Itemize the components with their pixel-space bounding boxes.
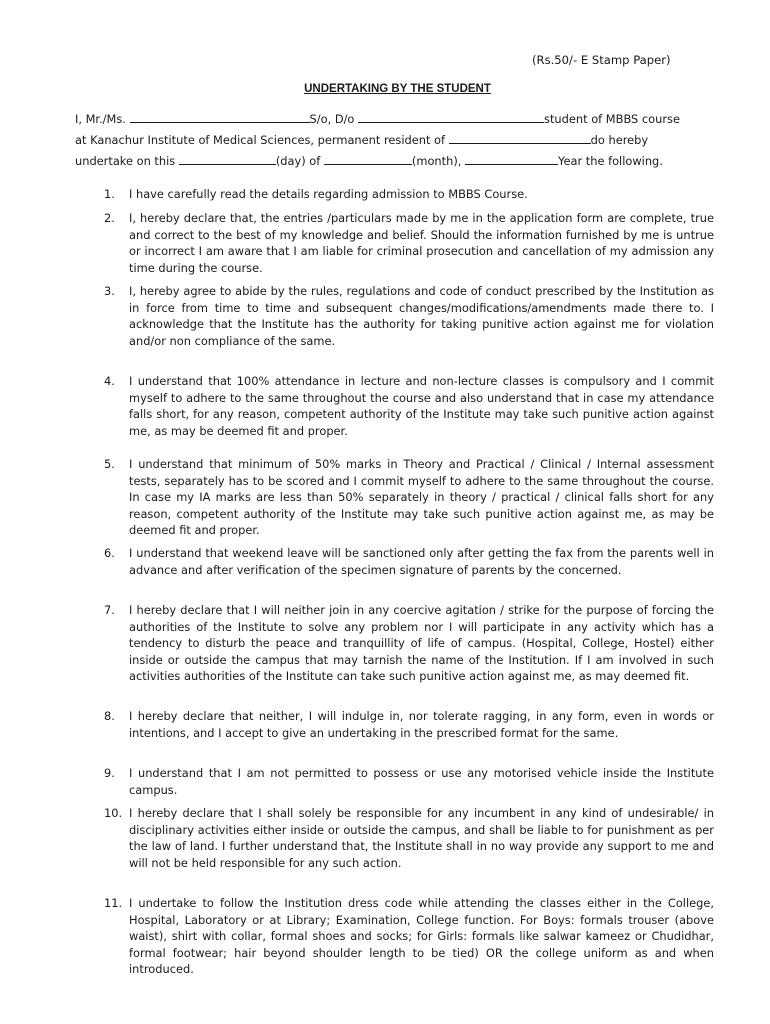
intro-line-2: [75, 130, 715, 151]
intro-line-1: [75, 109, 715, 130]
undertake-label: undertake on this: [75, 154, 176, 168]
item-text: I understand that weekend leave will be sanctioned only after getting the fax from the parents well in advance and after verification of the specimen signature of parents by the concerned.: [129, 546, 714, 577]
item-text: I understand that 100% attendance in lecture and non-lecture classes is compulsory and I commit myself to adhere to the same throughout the course and also understand that in case my attendance falls short, for any reason, competent authority of the Institute may take such punitive action against me, as may be deemed fit and proper.: [129, 374, 714, 438]
item-text: I have carefully read the details regarding admission to MBBS Course.: [129, 187, 528, 201]
item-number: 3.: [104, 284, 115, 298]
document-title: UNDERTAKING BY THE STUDENT: [304, 83, 491, 95]
item-text: I understand that minimum of 50% marks in Theory and Practical / Clinical / Internal assessment tests, separately has to be scored and I commit myself to adhere to the same throughout the course. In case my IA marks are less than 50% separately in theory / practical / clinical falls short for any reason, competent authority of the Institute may take such punitive action against me, as may be deemed fit and proper.: [129, 457, 714, 538]
month-label: (month),: [411, 154, 462, 168]
year-blank[interactable]: [465, 153, 558, 165]
item-number: 10.: [104, 806, 123, 820]
item-number: 9.: [104, 766, 115, 780]
item-number: 6.: [104, 546, 115, 560]
name-blank[interactable]: [130, 111, 310, 123]
parent-name-blank[interactable]: [358, 111, 544, 123]
item-text: I, hereby agree to abide by the rules, regulations and code of conduct prescribed by the Institution as in force from time to time and subsequent changes/modifications/amendments made there to. I acknowledge that the Institute has the authority for taking punitive action against me for violation and/or non compliance of the same.: [129, 284, 714, 348]
intro-line-3: [75, 151, 715, 172]
item-number: 5.: [104, 457, 115, 471]
item-text: I, hereby declare that, the entries /particulars made by me in the application form are complete, true and correct to the best of my knowledge and belief. Should the information furnished by me is untrue or incorrect I am aware that I am liable for criminal prosecution and cancellation of my admission any time during the course.: [129, 211, 714, 275]
item-number: 7.: [104, 603, 115, 617]
student-of-label: student of MBBS course: [544, 112, 680, 126]
item-number: 8.: [104, 709, 115, 723]
item-text: I hereby declare that neither, I will indulge in, nor tolerate ragging, in any form, even in words or intentions, and I accept to give an undertaking in the prescribed format for the same.: [129, 709, 714, 740]
day-blank[interactable]: [179, 153, 276, 165]
residence-blank[interactable]: [449, 132, 591, 144]
institute-label: at Kanachur Institute of Medical Sciences, permanent resident of: [75, 133, 446, 147]
item-number: 1.: [104, 187, 115, 201]
stamp-paper-note: (Rs.50/- E Stamp Paper): [532, 53, 671, 67]
item-text: I hereby declare that I shall solely be responsible for any incumbent in any kind of undesirable/ in disciplinary activities either inside or outside the campus, and shall be liable to for punishment as per the law of land. I further understand that, the Institute shall in no way provide any support to me and will not be held responsible for any such action.: [129, 806, 714, 870]
item-text: I hereby declare that I will neither join in any coercive agitation / strike for the purpose of forcing the authorities of the Institute to solve any problem nor I will participate in any activity which has a tendency to disturb the peace and tranquillity of life of campus. (Hospital, College, Hostel) either inside or outside the campus that may tarnish the name of the Institution. If I am involved in such activities authorities of the Institute can take such punitive action against me, as may deemed fit.: [129, 603, 714, 684]
item-text: I undertake to follow the Institution dress code while attending the classes either in the College, Hospital, Laboratory or at Library; Examination, College function. For Boys: formals trouser (above waist), shirt with collar, formal shoes and socks; for Girls: formals like salwar kameez or Chudidhar, formal footwear; hair beyond shoulder length to be tied) OR the college uniform as and when introduced.: [129, 896, 714, 977]
day-label: (day) of: [275, 154, 321, 168]
intro-paragraph: [75, 109, 715, 172]
year-label: Year the following.: [558, 154, 663, 168]
mr-ms-label: I, Mr./Ms.: [75, 112, 126, 126]
month-blank[interactable]: [324, 153, 412, 165]
item-number: 4.: [104, 374, 115, 388]
item-number: 11.: [104, 896, 123, 910]
so-do-label: S/o, D/o: [309, 112, 355, 126]
item-text: I understand that I am not permitted to possess or use any motorised vehicle inside the Institute campus.: [129, 766, 714, 797]
do-hereby-label: do hereby: [590, 133, 649, 147]
item-number: 2.: [104, 211, 115, 225]
